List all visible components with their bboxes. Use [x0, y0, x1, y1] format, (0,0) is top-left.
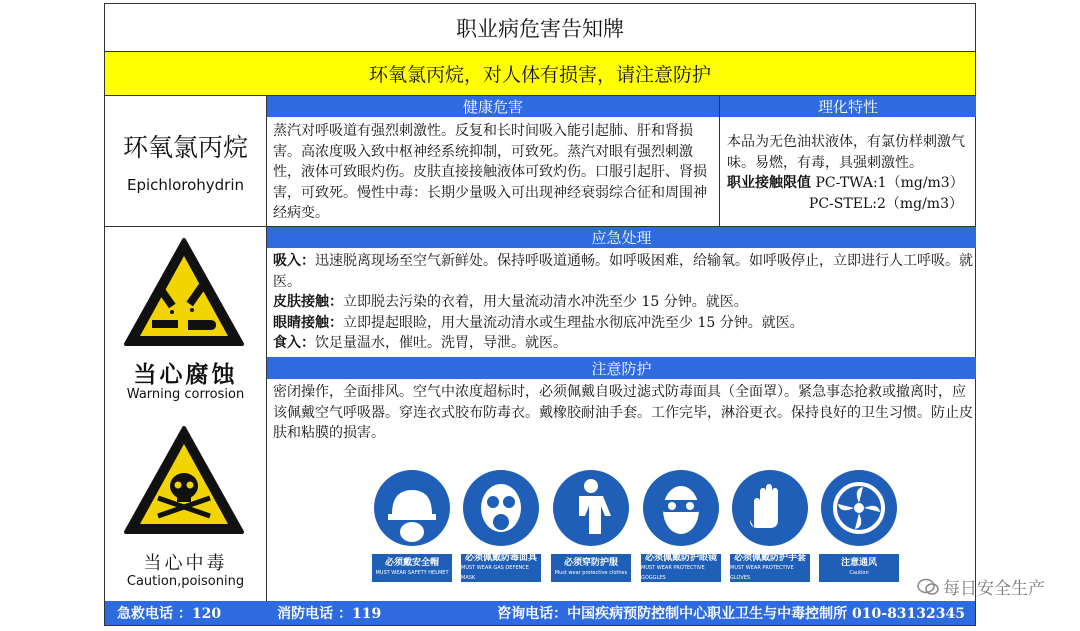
poison-label-en: Caution,poisoning [126, 574, 245, 589]
exposure-limit-label: 职业接触限值 [727, 175, 811, 191]
goggles-icon [643, 470, 719, 546]
corrosion-warning-icon [122, 236, 246, 348]
ppe-protective-clothes: 必须穿防护服 Must wear protective clothes [551, 470, 631, 582]
footer-bar [105, 601, 975, 625]
ppe-gas-mask: 必须佩戴防毒面具 MUST WEAR GAS DEFENCE MASK [461, 470, 541, 582]
protection-text: 密闭操作，全面排风。空气中浓度超标时，必须佩戴自吸过滤式防毒面具（全面罩）。紧急事态抢救或撤离时，应该佩戴空气呼吸器。穿连衣式胶布防毒衣。戴橡胶耐油手套。工作完毕，淋浴更衣。保持良好的卫生习惯。防止皮肤和粘膜的损害。 [273, 384, 973, 441]
emergency-skin: 皮肤接触：立即脱去污染的衣着，用大量流动清水冲洗至少 15 分钟。就医。 [273, 294, 748, 310]
protective-clothes-icon [553, 470, 629, 546]
poison-warning-icon [122, 424, 246, 536]
substance-name-en: Epichlorohydrin [126, 176, 245, 194]
physchem-section [727, 132, 973, 214]
poison-label-cn: 当心中毒 [143, 553, 228, 574]
gloves-icon [732, 470, 808, 546]
corrosion-label-en: Warning corrosion [126, 387, 245, 402]
substance-name-cn: 环氧氯丙烷 [122, 133, 248, 162]
ppe-helmet: 必须戴安全帽 MUST WEAR SAFETY HELMET [372, 470, 452, 582]
emergency-eye: 眼睛接触：立即提起眼睑，用大量流动清水或生理盐水彻底冲洗至少 15 分钟。就医。 [273, 314, 804, 331]
hazard-notice-board [104, 3, 1045, 626]
emergency-phone: 急救电话 ：120 [117, 606, 222, 622]
wechat-icon [917, 578, 939, 596]
emergency-list [273, 251, 973, 354]
warning-banner: 环氧氯丙烷，对人体有损害，请注意防护 [105, 52, 975, 96]
ventilation-fan-icon [821, 470, 897, 546]
board-title: 职业病危害告知牌 [105, 4, 975, 52]
stel-value: PC-STEL:2（mg/m3） [808, 195, 963, 212]
consult-phone: 咨询电话：中国疾病预防控制中心职业卫生与中毒控制所 010-83132345 [497, 606, 965, 622]
corrosion-label-cn: 当心腐蚀 [133, 362, 238, 388]
helmet-icon [374, 470, 450, 546]
ppe-ventilation: 注意通风 Caution [819, 470, 899, 582]
protection-heading: 注意防护 [267, 357, 976, 379]
emergency-ingestion: 食入：饮足量温水，催吐。洗胃，导泄。就医。 [273, 335, 567, 351]
physchem-text: 本品为无色油状液体，有氯仿样刺激气味。易燃，有毒，具强刺激性。 [727, 134, 965, 171]
ppe-gloves: 必须佩戴防护手套 MUST WEAR PROTECTIVE GLOVES [730, 470, 810, 582]
watermark: 每日安全生产 [917, 574, 1045, 599]
twa-value: PC-TWA:1（mg/m3） [815, 175, 964, 191]
emergency-inhalation: 吸入：迅速脱离现场至空气新鲜处。保持呼吸道通畅。如呼吸困难，给输氧。如呼吸停止，立即进行人工呼吸。就医。 [273, 253, 973, 290]
substance-name-cell [105, 96, 266, 226]
emergency-heading: 应急处理 [267, 227, 976, 248]
health-hazard-heading: 健康危害 [267, 96, 719, 117]
fire-phone: 消防电话 ：119 [277, 606, 382, 622]
health-hazard-text: 蒸汽对呼吸道有强烈刺激性。反复和长时间吸入能引起肺、肝和肾损害。高浓度吸入致中枢神经系统抑制，可致死。蒸汽对眼有强烈刺激性，液体可致眼灼伤。皮肤直接接触液体可致灼伤。口服引起肝、肾损害，可致死。慢性中毒：长期少量吸入可出现神经衰弱综合征和周围神经病变。 [273, 123, 707, 221]
physchem-heading: 理化特性 [720, 96, 976, 117]
ppe-goggles: 必须佩戴防护眼镜 MUST WEAR PROTECTIVE GOGGLES [641, 470, 721, 582]
gas-mask-icon [463, 470, 539, 546]
